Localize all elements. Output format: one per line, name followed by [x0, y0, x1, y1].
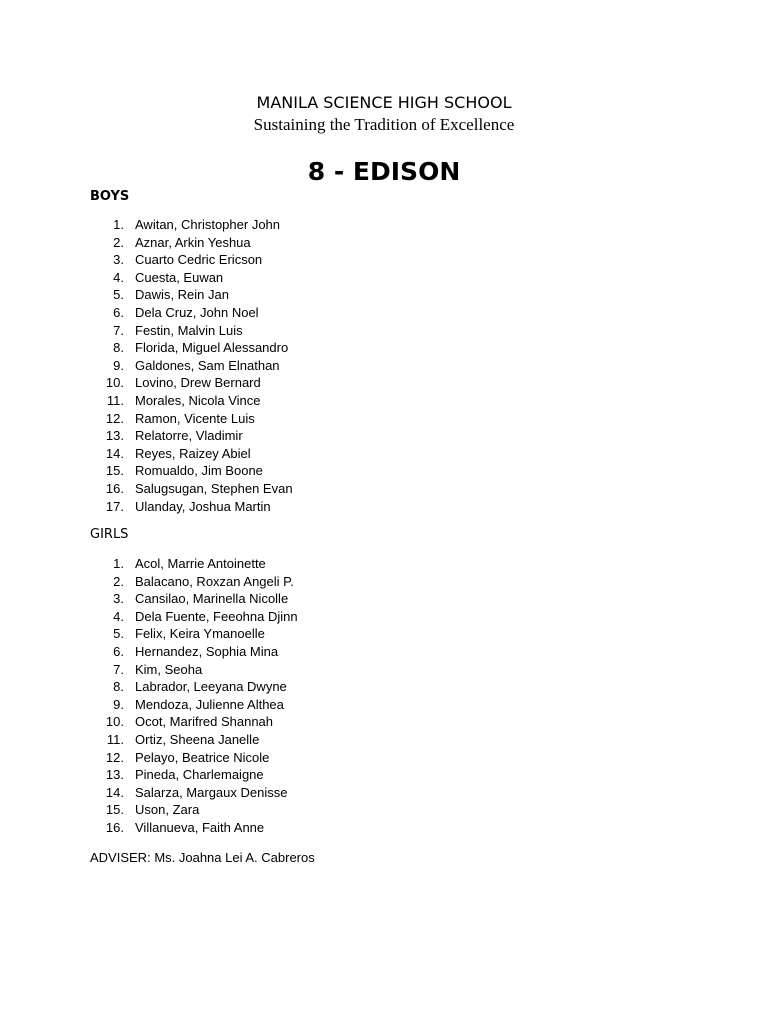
student-name: Balacano, Roxzan Angeli P. — [135, 573, 294, 589]
girls-heading: GIRLS — [90, 527, 129, 542]
student-number: 17. — [105, 498, 124, 514]
student-name: Lovino, Drew Bernard — [135, 375, 261, 391]
student-number: 10. — [105, 375, 124, 391]
student-number: 7. — [113, 661, 124, 677]
student-name: Labrador, Leeyana Dwyne — [135, 679, 287, 695]
student-name: Dawis, Rein Jan — [135, 287, 229, 303]
boys-heading: BOYS — [90, 189, 130, 204]
student-number: 1. — [113, 217, 124, 232]
adviser-label: ADVISER: — [90, 850, 151, 865]
student-name: Ramon, Vicente Luis — [135, 410, 255, 426]
section-title: 8 - EDISON — [307, 157, 461, 186]
student-name: Mendoza, Julienne Althea — [135, 696, 284, 712]
student-number: 1. — [113, 556, 124, 571]
student-number: 15. — [105, 463, 124, 479]
student-name: Ulanday, Joshua Martin — [135, 498, 271, 514]
student-number: 6. — [113, 304, 124, 320]
school-name: MANILA SCIENCE HIGH SCHOOL — [256, 93, 512, 112]
student-name: Kim, Seoha — [135, 661, 203, 677]
student-name: Villanueva, Faith Anne — [135, 819, 265, 835]
student-name: Awitan, Christopher John — [135, 217, 281, 232]
student-number: 3. — [113, 591, 124, 607]
student-name: Pelayo, Beatrice Nicole — [135, 749, 270, 765]
student-name: Acol, Marrie Antoinette — [135, 556, 266, 571]
student-name: Cansilao, Marinella Nicolle — [135, 591, 289, 607]
student-number: 14. — [105, 445, 124, 461]
student-name: Cuesta, Euwan — [135, 269, 224, 285]
student-number: 5. — [113, 287, 124, 303]
student-name: Galdones, Sam Elnathan — [135, 357, 280, 373]
student-name: Dela Cruz, John Noel — [135, 304, 259, 320]
adviser-line — [90, 849, 315, 866]
student-number: 9. — [113, 696, 124, 712]
student-number: 3. — [113, 252, 124, 268]
student-number: 2. — [113, 234, 124, 250]
student-name: Romualdo, Jim Boone — [135, 463, 263, 479]
student-number: 4. — [113, 269, 124, 285]
student-number: 14. — [105, 784, 124, 800]
student-number: 11. — [106, 392, 124, 408]
student-name: Morales, Nicola Vince — [135, 392, 261, 408]
student-name: Felix, Keira Ymanoelle — [135, 626, 265, 642]
student-name: Dela Fuente, Feeohna Djinn — [135, 608, 298, 624]
student-name: Hernandez, Sophia Mina — [135, 643, 279, 659]
student-name: Cuarto Cedric Ericson — [135, 252, 263, 268]
student-number: 6. — [113, 643, 124, 659]
student-number: 13. — [105, 428, 124, 444]
student-number: 13. — [105, 767, 124, 783]
student-name: Florida, Miguel Alessandro — [135, 340, 289, 356]
student-number: 2. — [113, 573, 124, 589]
student-number: 10. — [105, 714, 124, 730]
student-number: 11. — [106, 731, 124, 747]
student-name: Aznar, Arkin Yeshua — [135, 234, 251, 250]
student-number: 8. — [113, 679, 124, 695]
adviser-name: Ms. Joahna Lei A. Cabreros — [154, 850, 315, 865]
student-name: Uson, Zara — [135, 802, 200, 818]
student-number: 16. — [105, 819, 124, 835]
student-number: 15. — [105, 802, 124, 818]
student-name: Reyes, Raizey Abiel — [135, 445, 251, 461]
student-number: 4. — [113, 608, 124, 624]
student-number: 16. — [105, 480, 124, 496]
student-number: 5. — [113, 626, 124, 642]
student-number: 9. — [113, 357, 124, 373]
student-number: 7. — [113, 322, 124, 338]
student-name: Ocot, Marifred Shannah — [135, 714, 274, 730]
student-number: 8. — [113, 340, 124, 356]
student-number: 12. — [105, 410, 124, 426]
student-name: Salarza, Margaux Denisse — [135, 784, 288, 800]
student-name: Ortiz, Sheena Janelle — [135, 731, 260, 747]
student-number: 12. — [105, 749, 124, 765]
student-name: Pineda, Charlemaigne — [135, 767, 264, 783]
student-name: Relatorre, Vladimir — [135, 428, 243, 444]
student-name: Festin, Malvin Luis — [135, 322, 243, 338]
school-motto: Sustaining the Tradition of Excellence — [253, 115, 515, 134]
student-name: Salugsugan, Stephen Evan — [135, 480, 293, 496]
